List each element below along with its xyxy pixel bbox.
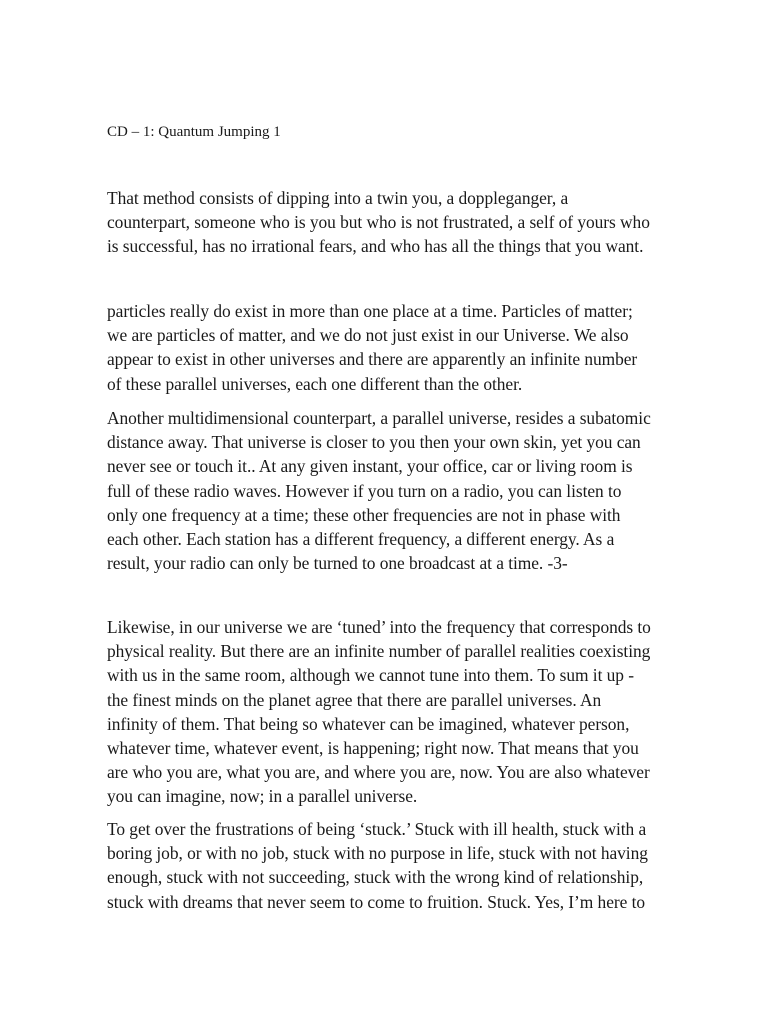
text-line: of these parallel universes, each one different than the other. [107, 373, 523, 394]
text-line: To get over the frustrations of being ‘stuck.’ Stuck with ill health, stuck with a [107, 819, 647, 839]
text-line: you can imagine, now; in a parallel universe. [107, 786, 418, 807]
text-line: whatever time, whatever event, is happening; right now. That means that you [107, 738, 639, 759]
text-line: Likewise, in our universe we are ‘tuned’ into the frequency that corresponds to [107, 617, 651, 637]
text-line: physical reality. But there are an infinite number of parallel realities coexisting [107, 641, 651, 662]
text-line: only one frequency at a time; these other frequencies are not in phase with [107, 504, 621, 525]
text-line: particles really do exist in more than one place at a time. Particles of matter; [107, 301, 633, 321]
text-line: infinity of them. That being so whatever can be imagined, whatever person, [107, 713, 630, 734]
paragraph-3 [107, 406, 667, 575]
text-line: the finest minds on the planet agree that there are parallel universes. An [107, 689, 602, 710]
text-line: are who you are, what you are, and where you are, now. You are also whatever [107, 762, 650, 783]
paragraph-5 [107, 817, 667, 914]
text-line: Another multidimensional counterpart, a parallel universe, resides a subatomic [107, 408, 651, 428]
text-line: That method consists of dipping into a twin you, a doppleganger, a [107, 188, 569, 208]
text-line: counterpart, someone who is you but who is not frustrated, a self of yours who [107, 212, 650, 233]
text-line: we are particles of matter, and we do not just exist in our Universe. We also [107, 325, 629, 346]
text-line: result, your radio can only be turned to one broadcast at a time. -3- [107, 553, 568, 574]
document-header: CD – 1: Quantum Jumping 1 [107, 124, 281, 140]
paragraph-2 [107, 299, 667, 396]
text-line: with us in the same room, although we cannot tune into them. To sum it up - [107, 665, 634, 686]
text-line: stuck with dreams that never seem to come to fruition. Stuck. Yes, I’m here to [107, 891, 645, 912]
paragraph-1 [107, 186, 667, 259]
text-line: each other. Each station has a different frequency, a different energy. As a [107, 529, 615, 550]
text-line: is successful, has no irrational fears, and who has all the things that you want. [107, 236, 644, 257]
text-line: boring job, or with no job, stuck with no purpose in life, stuck with not having [107, 843, 648, 864]
text-line: full of these radio waves. However if you turn on a radio, you can listen to [107, 480, 622, 501]
text-line: appear to exist in other universes and there are apparently an infinite number [107, 349, 638, 370]
text-line: enough, stuck with not succeeding, stuck with the wrong kind of relationship, [107, 867, 644, 888]
text-line: distance away. That universe is closer to you then your own skin, yet you can [107, 432, 641, 453]
paragraph-4 [107, 615, 667, 809]
text-line: never see or touch it.. At any given instant, your office, car or living room is [107, 456, 633, 477]
